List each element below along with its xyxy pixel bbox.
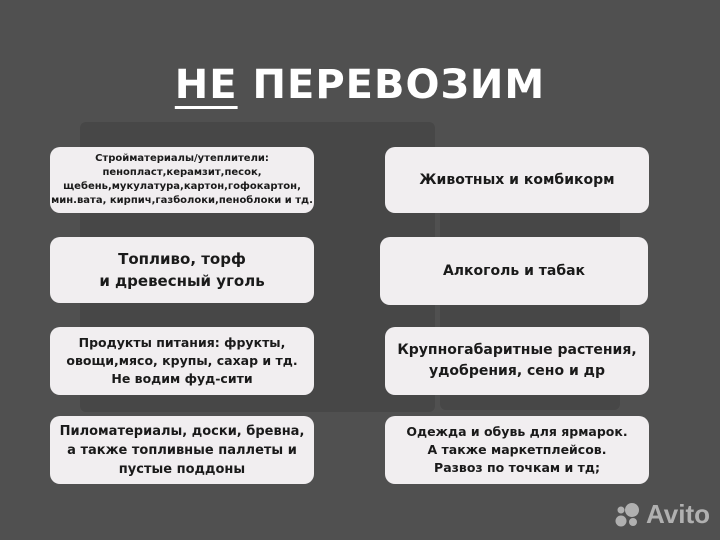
card-line: овощи,мясо, крупы, сахар и тд. [66, 353, 298, 368]
card-line: Не водим фуд-сити [111, 371, 253, 386]
card-line: А также маркетплейсов. [427, 442, 607, 457]
card-lumber [50, 416, 314, 484]
card-building-materials [50, 147, 314, 213]
card-line: а также топливные паллеты и [67, 442, 297, 458]
card-line: Пиломатериалы, доски, бревна, [59, 423, 305, 439]
card-line: мин.вата, кирпич,газболоки,пеноблоки и тд. [51, 195, 313, 206]
card-line: Одежда и обувь для ярмарок. [406, 424, 628, 439]
card-fuel [50, 237, 314, 303]
card-plants [385, 327, 649, 395]
card-line: Продукты питания: фрукты, [78, 335, 286, 350]
card-line: пенопласт,керамзит,песок, [102, 167, 262, 178]
card-animals [385, 147, 649, 213]
card-line: Топливо, торф [118, 250, 246, 268]
avito-logo-icon [613, 501, 641, 529]
card-line: Развоз по точкам и тд; [434, 460, 600, 475]
card-alcohol [380, 237, 648, 305]
title-rest: ПЕРЕВОЗИМ [252, 62, 546, 108]
card-line: удобрения, сено и др [429, 363, 605, 379]
card-line: Алкоголь и табак [442, 263, 586, 279]
card-line: пустые поддоны [118, 461, 246, 477]
card-clothing [385, 416, 649, 484]
card-line: Животных и комбикорм [419, 172, 615, 188]
avito-wordmark: Avito [645, 499, 710, 529]
card-line: и древесный уголь [99, 272, 265, 290]
card-food [50, 327, 314, 395]
avito-watermark [613, 499, 710, 530]
card-line: Крупногабаритные растения, [397, 342, 637, 358]
card-line: щебень,мукулатура,картон,гофокартон, [63, 181, 301, 192]
card-line: Стройматериалы/утеплители: [95, 153, 269, 164]
page-title [0, 62, 720, 108]
title-negation: НЕ [174, 62, 238, 108]
